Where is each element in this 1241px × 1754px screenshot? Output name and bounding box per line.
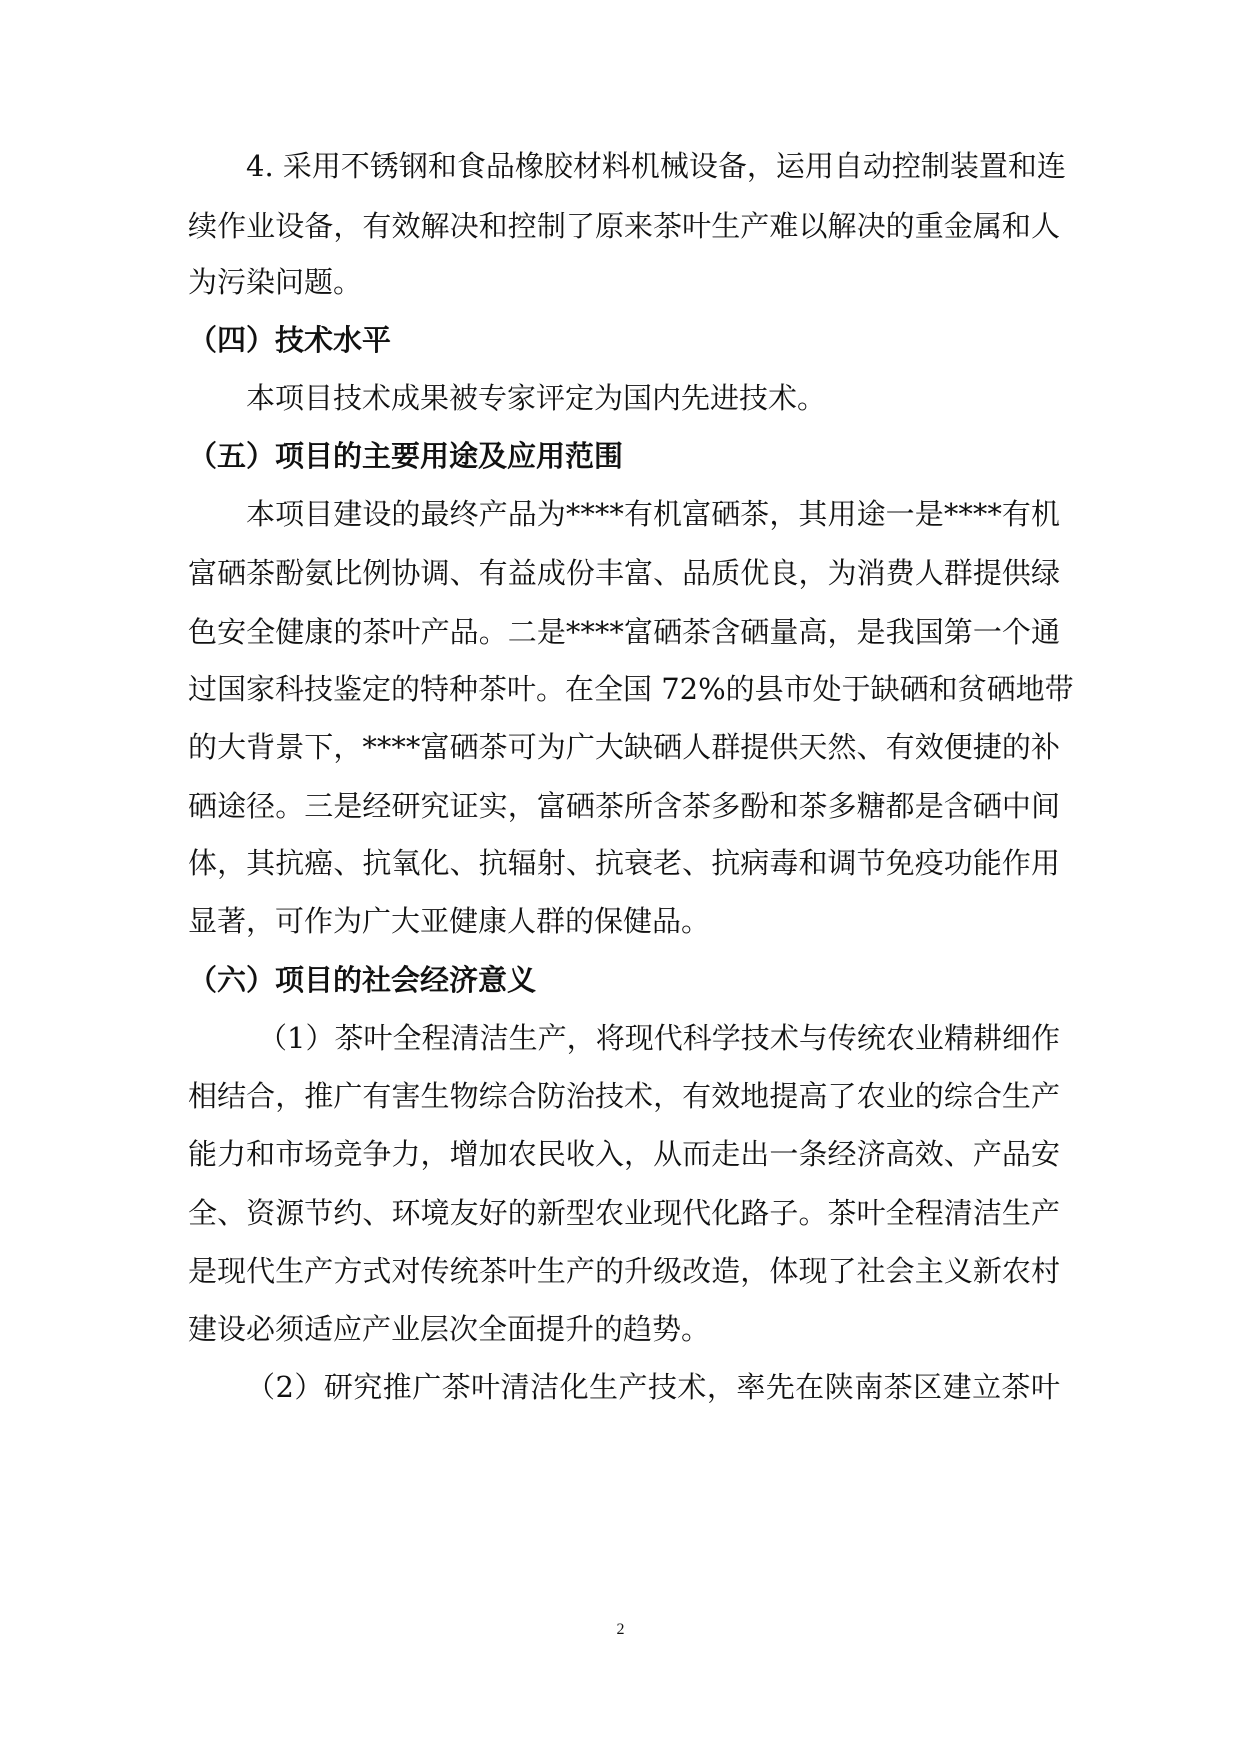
section-6-heading: （六）项目的社会经济意义: [188, 963, 537, 997]
section-5-line-1: 本项目建设的最终产品为****有机富硒茶，其用途一是****有机: [246, 497, 1060, 531]
paragraph-4-line-1: 4. 采用不锈钢和食品橡胶材料机械设备，运用自动控制装置和连: [246, 149, 1066, 183]
section-6-para2-line-1: （2）研究推广茶叶清洁化生产技术，率先在陕南茶区建立茶叶: [246, 1370, 1060, 1404]
section-6-para1-line-2: 相结合，推广有害生物综合防治技术，有效地提高了农业的综合生产: [188, 1079, 1060, 1113]
section-5-line-8: 显著，可作为广大亚健康人群的保健品。: [188, 904, 711, 938]
section-5-line-5: 的大背景下，****富硒茶可为广大缺硒人群提供天然、有效便捷的补: [188, 730, 1060, 764]
section-6-para1-line-4: 全、资源节约、环境友好的新型农业现代化路子。茶叶全程清洁生产: [188, 1196, 1060, 1230]
section-6-para1-line-6: 建设必须适应产业层次全面提升的趋势。: [188, 1312, 711, 1346]
section-4-heading: （四）技术水平: [188, 323, 392, 357]
section-5-line-3: 色安全健康的茶叶产品。二是****富硒茶含硒量高，是我国第一个通: [188, 615, 1060, 649]
section-6-para1-line-3: 能力和市场竞争力，增加农民收入，从而走出一条经济高效、产品安: [188, 1137, 1060, 1171]
section-5-line-2: 富硒茶酚氨比例协调、有益成份丰富、品质优良，为消费人群提供绿: [188, 556, 1060, 590]
paragraph-4-line-2: 续作业设备，有效解决和控制了原来茶叶生产难以解决的重金属和人: [188, 209, 1060, 243]
section-4-line-1: 本项目技术成果被专家评定为国内先进技术。: [246, 381, 827, 415]
page-number: 2: [616, 1621, 625, 1638]
section-6-para1-line-5: 是现代生产方式对传统茶叶生产的升级改造，体现了社会主义新农村: [188, 1254, 1060, 1288]
paragraph-4-line-3: 为污染问题。: [188, 265, 363, 299]
section-5-line-6: 硒途径。三是经研究证实，富硒茶所含茶多酚和茶多糖都是含硒中间: [188, 789, 1060, 823]
section-6-para1-line-1: （1）茶叶全程清洁生产，将现代科学技术与传统农业精耕细作: [258, 1021, 1060, 1055]
section-5-heading: （五）项目的主要用途及应用范围: [188, 439, 624, 473]
section-5-line-4: 过国家科技鉴定的特种茶叶。在全国 72%的县市处于缺硒和贫硒地带: [188, 672, 1074, 706]
section-5-line-7: 体，其抗癌、抗氧化、抗辐射、抗衰老、抗病毒和调节免疫功能作用: [188, 846, 1060, 880]
